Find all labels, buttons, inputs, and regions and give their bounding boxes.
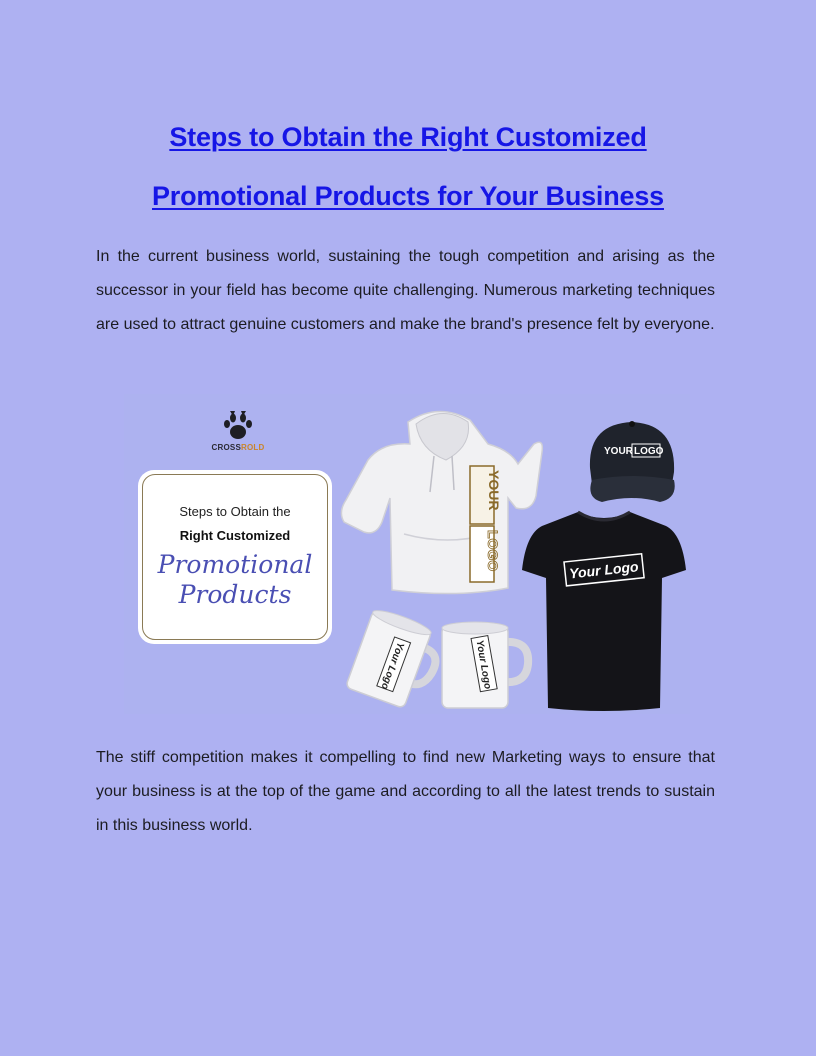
paw-icon (210, 410, 266, 444)
cap-logo-word2: LOGO (634, 446, 664, 457)
card-line-4: Products (178, 580, 292, 609)
white-mug-right-image (434, 616, 538, 712)
brand-logo (210, 410, 266, 454)
brand-name: CROSSROLD (211, 443, 265, 452)
title-link-line1[interactable]: Steps to Obtain the Right Customized (169, 122, 647, 152)
white-hoodie-image (338, 404, 548, 600)
tshirt-logo-text: Your Logo (568, 558, 640, 582)
mug-right-logo-text: Your Logo (473, 639, 493, 690)
mug-left-logo-text: Your Logo (378, 640, 406, 691)
closing-paragraph: The stiff competition makes it compelling to find new Marketing ways to ensure that your business is at the top of the game and according to all the latest trends to sustain in this business world. (96, 749, 715, 834)
hoodie-logo-word2: LOGO (485, 530, 501, 572)
card-line-1: Steps to Obtain the (179, 504, 291, 519)
white-mug-left-image (334, 606, 442, 710)
black-tshirt-image (520, 508, 688, 712)
card-line-2: Right Customized (179, 528, 291, 543)
hoodie-logo-word1: YOUR (486, 470, 502, 511)
intro-paragraph: In the current business world, sustaining the tough competition and arising as the successor in your field has become quite challenging. Numerous marketing techniques are used to attract genuine customers and make the brand's presence felt by everyone. (96, 248, 715, 333)
title-link-line2[interactable]: Promotional Products for Your Business (152, 181, 664, 211)
document-title (60, 108, 756, 226)
cap-logo-word1: YOUR (604, 446, 633, 457)
card-line-3: Promotional (157, 550, 313, 579)
black-cap-image (580, 414, 684, 510)
title-card (138, 470, 332, 644)
promotional-products-image (124, 394, 690, 714)
